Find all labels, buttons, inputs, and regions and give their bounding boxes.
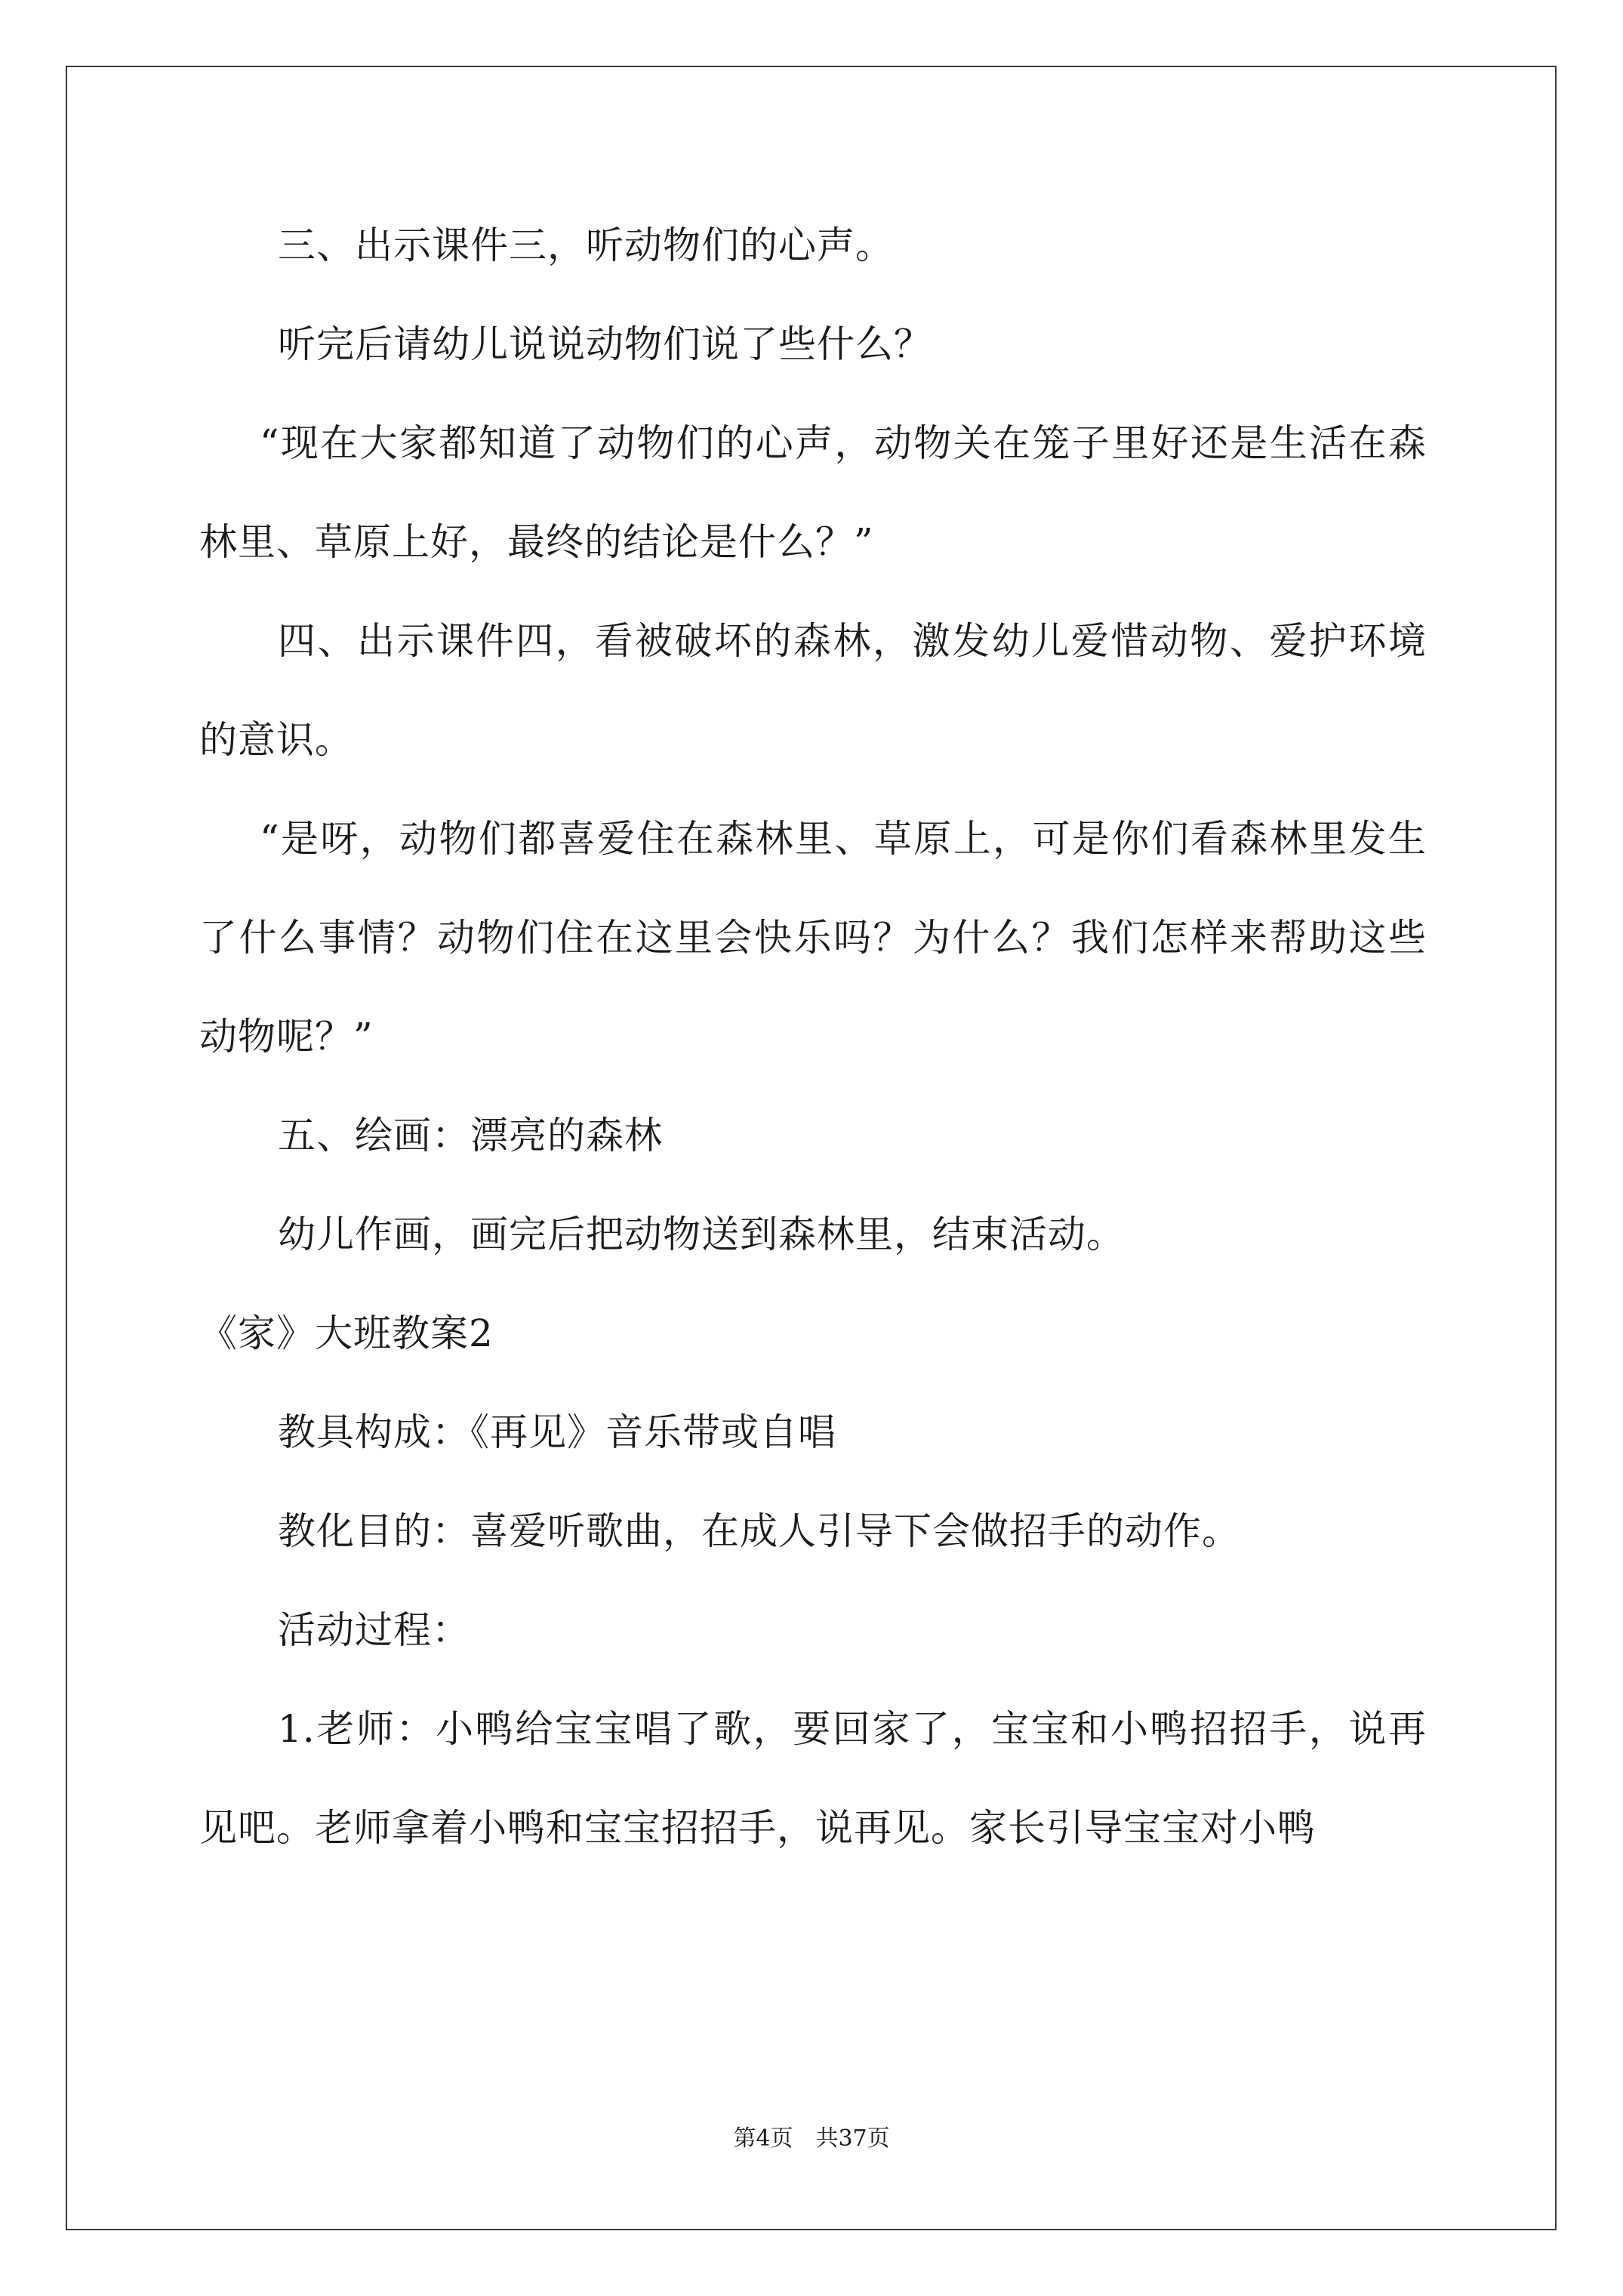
- paragraph-step-three: 三、出示课件三，听动物们的心声。: [278, 223, 894, 267]
- paragraph-teaching-aids: 教具构成：《再见》音乐带或自唱: [278, 1410, 836, 1454]
- paragraph-step-one-teacher: 1.老师：小鸭给宝宝唱了歌，要回家了，宝宝和小鸭招招手，说再见吧。老师拿着小鸭和宝宝招招手，说再见。家长引导宝宝对小鸭: [199, 1707, 1427, 1850]
- paragraph-teaching-goal: 教化目的：喜爱听歌曲，在成人引导下会做招手的动作。: [278, 1509, 1240, 1553]
- section-heading: 《家》大班教案2: [199, 1311, 494, 1355]
- page-footer: 第4页 共37页: [733, 2125, 890, 2152]
- paragraph-ask-children: 听完后请幼儿说说动物们说了些什么？: [278, 322, 932, 366]
- paragraph-step-four: 四、出示课件四，看被破坏的森林，激发幼儿爱惜动物、爱护环境的意识。: [199, 619, 1427, 762]
- paragraph-activity-process: 活动过程：: [278, 1608, 470, 1652]
- paragraph-step-five: 五、绘画：漂亮的森林: [278, 1114, 663, 1157]
- paragraph-drawing: 幼儿作画，画完后把动物送到森林里，结束活动。: [278, 1213, 1125, 1256]
- paragraph-quote-cage: “现在大家都知道了动物们的心声，动物关在笼子里好还是生活在森林里、草原上好，最终的结论是什么？”: [199, 421, 1427, 564]
- document-body: [199, 196, 1427, 1878]
- paragraph-quote-forest: “是呀，动物们都喜爱住在森林里、草原上，可是你们看森林里发生了什么事情？动物们住在这里会快乐吗？为什么？我们怎样来帮助这些动物呢？”: [199, 817, 1427, 1059]
